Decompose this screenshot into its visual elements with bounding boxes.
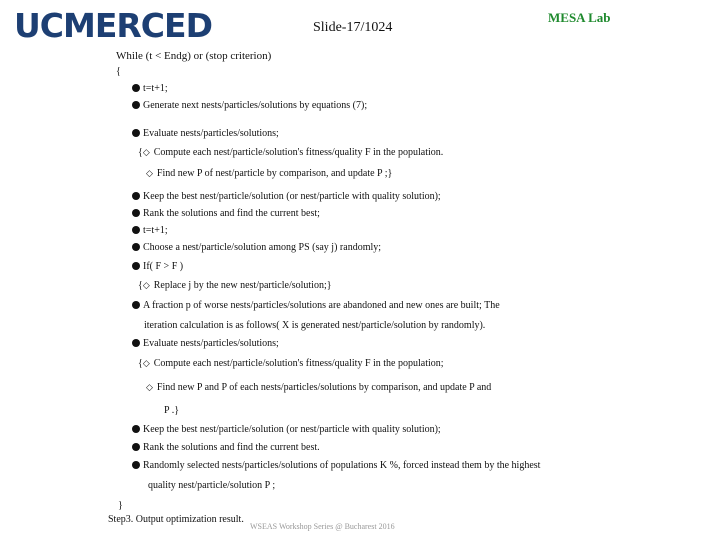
code-line: Step3. Output optimization result. [108,514,244,525]
slide-number: Slide-17/1024 [313,20,393,35]
code-line: } [118,500,123,511]
code-line: ◇ Find new P of nest/particle by comparison, and update P ;} [146,168,393,179]
code-line: Evaluate nests/particles/solutions; [132,336,279,352]
code-line: iteration calculation is as follows( X is generated nest/particle/solution by randomly). [144,320,486,331]
slide-header [0,0,720,46]
lab-name: MESA Lab [548,10,611,25]
code-line: Keep the best nest/particle/solution (or nest/particle with quality solution); [132,189,441,205]
code-line: t=t+1; [132,81,168,97]
code-line: Evaluate nests/particles/solutions; [132,126,279,142]
code-line: quality nest/particle/solution P ; [148,480,276,491]
code-line: {◇ Compute each nest/particle/solution's fitness/quality F in the population. [138,147,444,158]
code-line: { [116,66,121,77]
code-line: Keep the best nest/particle/solution (or nest/particle with quality solution); [132,422,441,438]
diamond-icon: ◇ [142,148,150,158]
code-line: P .} [164,405,179,416]
code-line: Randomly selected nests/particles/solutions of populations K %, forced instead them by the highest [132,458,540,474]
algorithm-pseudocode [106,48,576,528]
code-line: {◇ Replace j by the new nest/particle/solution;} [138,280,332,291]
code-line: {◇ Compute each nest/particle/solution's fitness/quality F in the population; [138,358,444,369]
diamond-icon: ◇ [146,169,153,179]
code-line: Choose a nest/particle/solution among PS (say j) randomly; [132,240,381,256]
code-line: Generate next nests/particles/solutions by equations (7); [132,98,367,114]
footer-text: WSEAS Workshop Series @ Bucharest 2016 [250,522,395,531]
code-line: Rank the solutions and find the current best. [132,440,320,456]
code-line: ◇ Find new P and P of each nests/particles/solutions by comparison, and update P and [146,382,492,393]
diamond-icon: ◇ [142,359,150,369]
diamond-icon: ◇ [146,383,153,393]
code-line: A fraction p of worse nests/particles/solutions are abandoned and new ones are built; The [132,298,500,314]
code-line: While (t < Endg) or (stop criterion) [116,50,272,62]
code-line: Rank the solutions and find the current best; [132,206,320,222]
code-line: t=t+1; [132,223,168,239]
uc-merced-logo: UCMERCED [14,6,212,45]
code-line: If( F > F ) [132,259,183,275]
diamond-icon: ◇ [142,281,150,291]
